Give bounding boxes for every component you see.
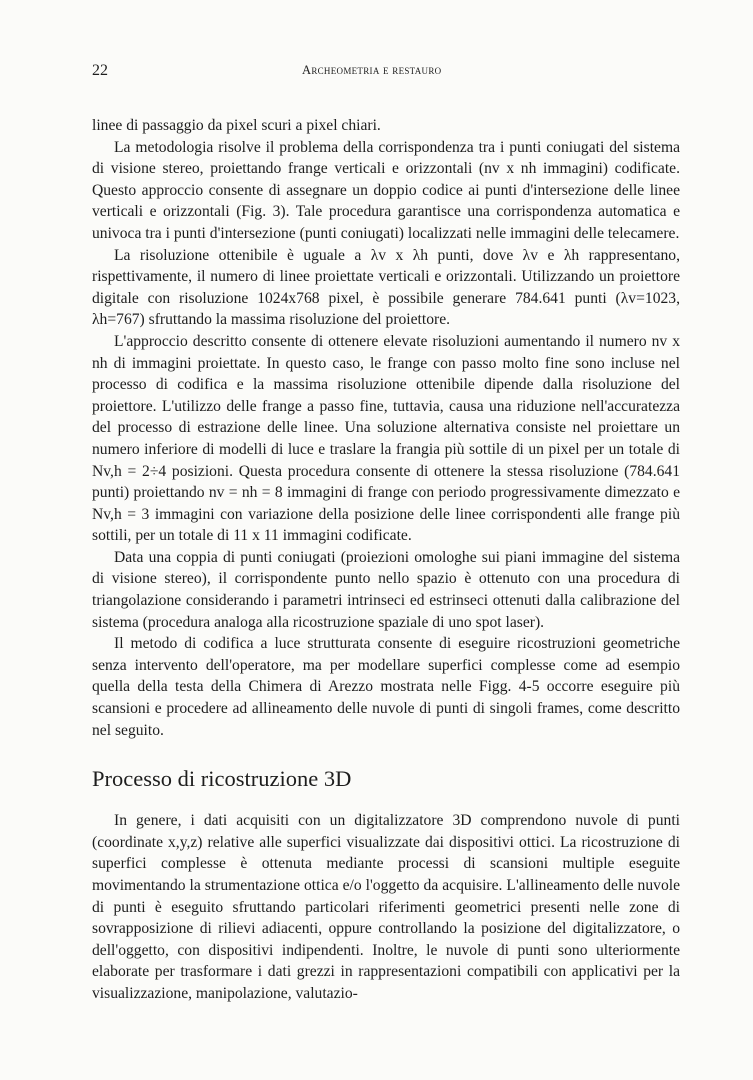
paragraph: In genere, i dati acquisiti con un digitalizzatore 3D comprendono nuvole di punti (coordinate x,y,z) relative alle superfici visualizzate dai dispositivi ottici. La ricostruzione di superfici complesse è ottenuta mediante processi di scansioni multiple eseguite movimentando la strumentazione ottica e/o l'oggetto da acquisire. L'allineamento delle nuvole di punti è eseguito sfruttando particolari riferimenti geometrici presenti nelle zone di sovrapposizione di rilievi adiacenti, oppure controllando la posizione del digitalizzatore, o dell'oggetto, con dispositivi indipendenti. Inoltre, le nuvole di punti sono ulteriormente elaborate per trasformare i dati grezzi in rappresentazioni compatibili con applicativi per la visualizzazione, manipolazione, valutazio- bbox=[92, 812, 680, 1002]
page-number: 22 bbox=[92, 62, 108, 79]
body-text bbox=[92, 115, 680, 1005]
paragraph: La risoluzione ottenibile è uguale a λv x λh punti, dove λv e λh rappresentano, rispettivamente, il numero di linee proiettate verticali e orizzontali. Utilizzando un proiettore digitale con risoluzione 1024x768 pixel, è possibile generare 784.641 punti (λv=1023, λh=767) sfruttando la massima risoluzione del proiettore. bbox=[92, 246, 680, 329]
section-title: Processo di ricostruzione 3D bbox=[92, 766, 352, 792]
paragraph: linee di passaggio da pixel scuri a pixel chiari. bbox=[92, 117, 381, 134]
running-head: Archeometria e restauro bbox=[302, 63, 442, 77]
page-header bbox=[92, 58, 680, 82]
paragraph: La metodologia risolve il problema della corrispondenza tra i punti coniugati del sistema di visione stereo, proiettando frange verticali e orizzontali (nv x nh immagini) codificate. Questo approccio consente di assegnare un doppio codice ai punti d'intersezione delle linee verticali e orizzontali (Fig. 3). Tale procedura garantisce una corrispondenza automatica e univoca tra i punti d'intersezione (punti coniugati) localizzati nelle immagini delle telecamere. bbox=[92, 138, 680, 242]
paragraph: Il metodo di codifica a luce strutturata consente di eseguire ricostruzioni geometriche senza intervento dell'operatore, ma per modellare superfici complesse come ad esempio quella della testa della Chimera di Arezzo mostrata nelle Figg. 4-5 occorre eseguire più scansioni e procedere ad allineamento delle nuvole di punti di singoli frames, come descritto nel seguito. bbox=[92, 635, 680, 739]
paragraph: Data una coppia di punti coniugati (proiezioni omologhe sui piani immagine del sistema di visione stereo), il corrispondente punto nello spazio è ottenuto con una procedura di triangolazione considerando i parametri intrinseci ed estrinseci ottenuti dalla calibrazione del sistema (procedura analoga alla ricostruzione spaziale di uno spot laser). bbox=[92, 548, 680, 631]
paragraph: L'approccio descritto consente di ottenere elevate risoluzioni aumentando il numero nv x nh di immagini proiettate. In questo caso, le frange con passo molto fine sono incluse nel processo di codifica e la massima risoluzione ottenibile dipende dalla risoluzione del proiettore. L'utilizzo delle frange a passo fine, tuttavia, causa una riduzione nell'accuratezza del processo di estrazione delle linee. Una soluzione alternativa consiste nel proiettare un numero inferiore di modelli di luce e traslare la frangia più sottile di un pixel per un totale di Nv,h = 2÷4 posizioni. Questa procedura consente di ottenere la stessa risoluzione (784.641 punti) proiettando nv = nh = 8 immagini di frange con periodo progressivamente dimezzato e Nv,h = 3 immagini con variazione della posizione delle linee corrispondenti alle frange più sottili, per un totale di 11 x 11 immagini codificate. bbox=[92, 332, 680, 545]
